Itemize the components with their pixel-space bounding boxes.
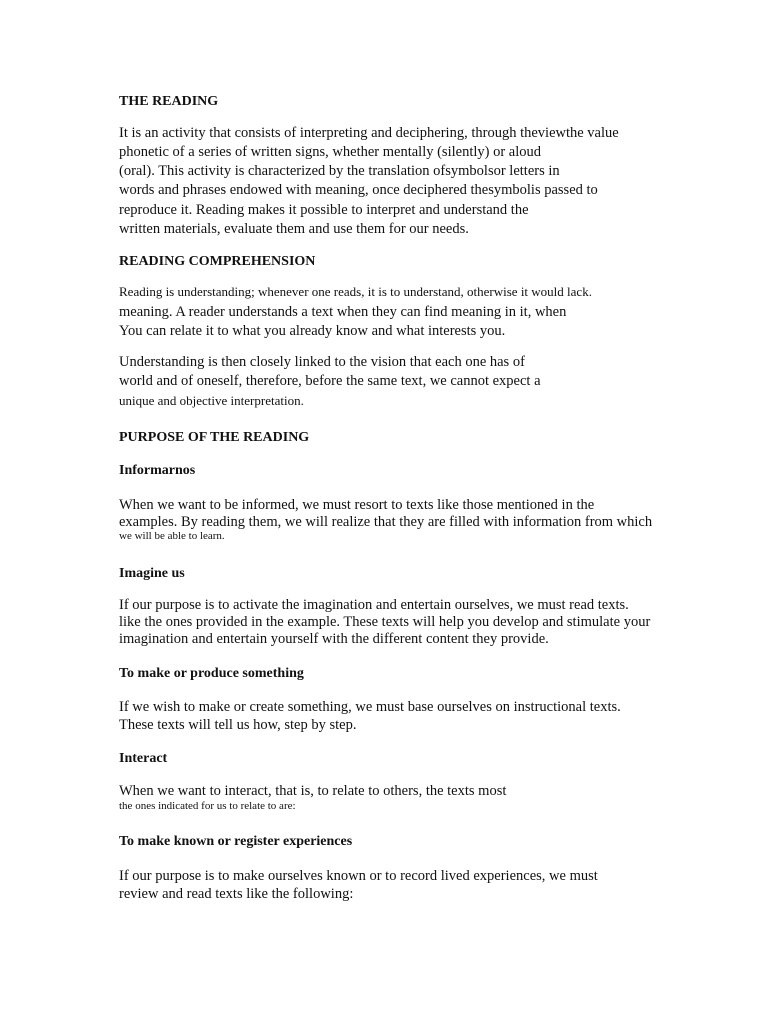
paragraph-line: If we wish to make or create something, we must base ourselves on instructional texts. bbox=[119, 699, 621, 715]
paragraph-line: the ones indicated for us to relate to are: bbox=[119, 800, 296, 812]
paragraph-line: These texts will tell us how, step by step. bbox=[119, 717, 357, 733]
heading-the-reading: THE READING bbox=[119, 94, 219, 109]
paragraph-line: It is an activity that consists of interpreting and deciphering, through theviewthe value bbox=[119, 125, 619, 141]
paragraph-line: If our purpose is to make ourselves known or to record lived experiences, we must bbox=[119, 868, 598, 884]
paragraph-line: (oral). This activity is characterized by the translation ofsymbolsor letters in bbox=[119, 163, 560, 179]
subheading-produce-something: To make or produce something bbox=[119, 666, 304, 681]
paragraph-line: reproduce it. Reading makes it possible to interpret and understand the bbox=[119, 202, 529, 218]
subheading-informarnos: Informarnos bbox=[119, 463, 196, 478]
paragraph-line: written materials, evaluate them and use them for our needs. bbox=[119, 221, 469, 237]
paragraph-line: When we want to interact, that is, to relate to others, the texts most bbox=[119, 783, 507, 799]
heading-purpose-of-the-reading: PURPOSE OF THE READING bbox=[119, 430, 310, 445]
paragraph-line: Understanding is then closely linked to the vision that each one has of bbox=[119, 354, 525, 370]
paragraph-line: When we want to be informed, we must resort to texts like those mentioned in the bbox=[119, 497, 595, 513]
paragraph-line: Reading is understanding; whenever one reads, it is to understand, otherwise it would lack. bbox=[119, 284, 592, 299]
paragraph-line: meaning. A reader understands a text when they can find meaning in it, when bbox=[119, 304, 567, 320]
heading-reading-comprehension: READING COMPREHENSION bbox=[119, 254, 316, 269]
subheading-imagine-us: Imagine us bbox=[119, 566, 185, 581]
paragraph-line: world and of oneself, therefore, before the same text, we cannot expect a bbox=[119, 373, 541, 389]
paragraph-line: imagination and entertain yourself with the different content they provide. bbox=[119, 631, 549, 647]
subheading-interact: Interact bbox=[119, 751, 168, 766]
paragraph-line: You can relate it to what you already know and what interests you. bbox=[119, 323, 506, 339]
paragraph-line: we will be able to learn. bbox=[119, 530, 225, 542]
paragraph-line: If our purpose is to activate the imagination and entertain ourselves, we must read texts. bbox=[119, 597, 629, 613]
paragraph-line: like the ones provided in the example. These texts will help you develop and stimulate your bbox=[119, 614, 651, 630]
paragraph-line: unique and objective interpretation. bbox=[119, 393, 304, 408]
paragraph-line: phonetic of a series of written signs, whether mentally (silently) or aloud bbox=[119, 144, 542, 160]
paragraph-line: review and read texts like the following: bbox=[119, 886, 354, 902]
paragraph-line: words and phrases endowed with meaning, once deciphered thesymbolis passed to bbox=[119, 182, 598, 198]
paragraph-line: examples. By reading them, we will realize that they are filled with information from which bbox=[119, 514, 653, 530]
subheading-register-experiences: To make known or register experiences bbox=[119, 834, 353, 849]
